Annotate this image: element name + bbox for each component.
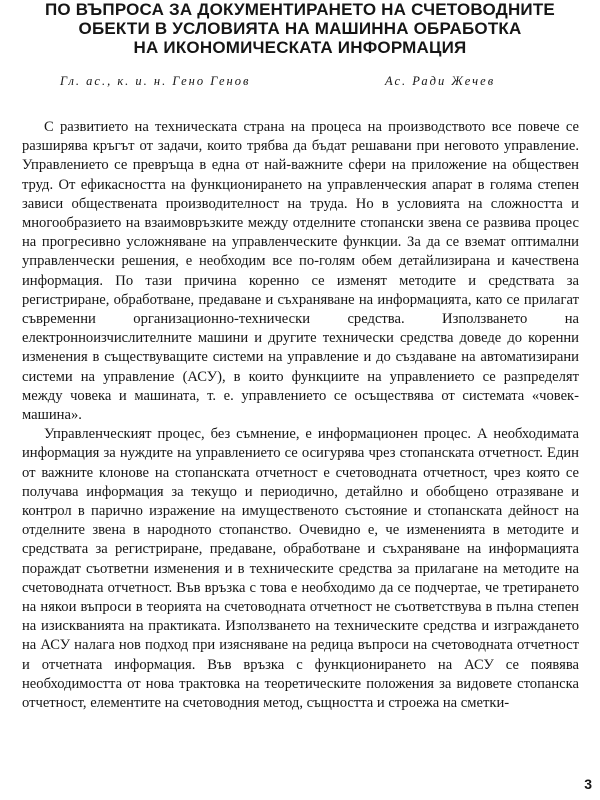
- title-line: ОБЕКТИ В УСЛОВИЯТА НА МАШИННА ОБРАБОТКА: [78, 19, 522, 38]
- paragraph: Управленческият процес, без съмнение, е информационен процес. А необходимата информация за нуждите на управлението се осигурява чрез стопанската отчетност. Един от важните клонове на стопанската отчетност е счетоводната отчетност, чрез която се получава информация за текущо и периодично, детайлно и обобщено отразяване и контрол в парично изражение на имущественото състояние и стопанската дейност на отделните звена в народното стопанство. Очевидно е, че измененията в методите и средствата за регистриране, предаване, обработване и съхраняване на информацията пораждат съответни изменения и в техническите средства за прилагане на методите на счетоводната отчетност. Във връзка с това е необходимо да се подчертае, че третирането на някои въпроси в теорията на счетоводната отчетност не съответствува в пълна степен на изискванията на практиката. Използването на техническите средства и изграждането на АСУ налага нов подход при изясняване на редица въпроси на счетоводната отчетност и отчетната информация. Във връзка с функционирането на АСУ се появява необходимостта от нова трактовка на теоретическите положения за видовете стопанска отчетност, елементите на счетоводния метод, същността и строежа на сметки-: [22, 426, 579, 712]
- author-radi-zhechev: Ас. Ради Жечев: [385, 74, 496, 88]
- title-line: ПО ВЪПРОСА ЗА ДОКУМЕНТИРАНЕТО НА СЧЕТОВОДНИТЕ: [45, 0, 555, 19]
- article-title: [0, 0, 600, 57]
- page-number: 3: [584, 776, 592, 792]
- title-line: НА ИКОНОМИЧЕСКАТА ИНФОРМАЦИЯ: [133, 38, 467, 57]
- paragraph: С развитието на техническата страна на процеса на производството все повече се разширява кръгът от задачи, които трябва да бъдат решавани при неговото управление. Управлението се превръща в една от най-важните сфери на приложение на обществен труд. От ефикасността на функционирането на управленческия апарат в голяма степен зависи обществената производителност на труда. Но в условията на сложността и многообразието на взаимовръзките между отделните стопански звена се развива процес на прогресивно усложняване на управленческите функции. За да се вземат оптимални управленчески решения, е необходим все по-голям обем детайлизирана и качествена информация. По тази причина коренно се изменят методите и средствата за регистриране, обработване, предаване и съхраняване на информацията, като се прилагат съвременни организационно-технически средства. Използването на електронноизчислителните машини и другите технически средства доведе до коренни изменения в съществуващите системи на управление и до създаване на автоматизирани системи на управление (АСУ), в които функциите на управлението се разпределят между човека и машината, т. е. управлението се осъществява от системата «човек-машина».: [22, 119, 579, 424]
- article-body: [22, 118, 579, 713]
- author-geno-genov: Гл. ас., к. и. н. Гено Генов: [60, 74, 251, 88]
